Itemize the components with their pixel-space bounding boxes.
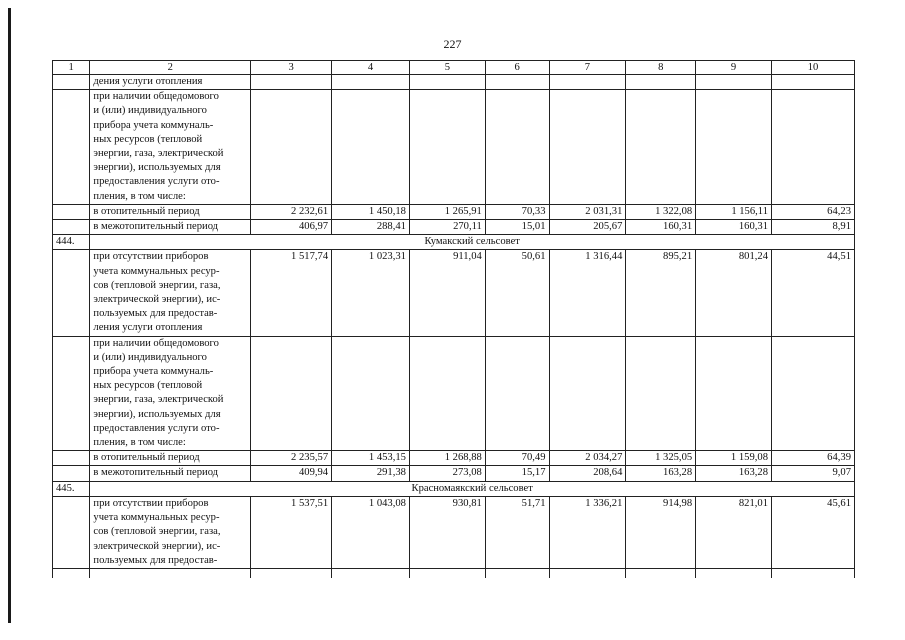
description-line: в отопительный период xyxy=(93,205,200,217)
value-cell: 15,01 xyxy=(485,220,549,235)
description-line: при наличии общедомового xyxy=(93,337,219,349)
value-cell: 409,94 xyxy=(251,466,332,481)
row-number: 445. xyxy=(53,481,90,496)
description-line: в отопительный период xyxy=(93,452,200,464)
value-cell: 15,17 xyxy=(485,466,549,481)
section-title: Кумакский сельсовет xyxy=(90,235,855,250)
description-line: при отсутствии приборов xyxy=(93,251,209,263)
table-row xyxy=(53,204,855,219)
value-cell xyxy=(772,90,855,205)
description-line: электрической энергии), ис- xyxy=(93,540,221,552)
value-cell xyxy=(251,336,332,451)
spacer-cell xyxy=(53,568,90,578)
value-cell: 51,71 xyxy=(485,496,549,568)
value-cell: 50,61 xyxy=(485,250,549,336)
value-cell xyxy=(549,90,626,205)
row-description xyxy=(90,75,251,90)
column-header: 3 xyxy=(251,61,332,75)
value-cell: 2 034,27 xyxy=(549,451,626,466)
value-cell xyxy=(696,336,772,451)
value-cell: 1 450,18 xyxy=(332,204,410,219)
row-number-cell xyxy=(53,336,90,451)
row-number-cell xyxy=(53,220,90,235)
row-number-cell xyxy=(53,90,90,205)
table-row xyxy=(53,451,855,466)
value-cell: 1 517,74 xyxy=(251,250,332,336)
spacer-cell xyxy=(251,568,332,578)
value-cell xyxy=(772,336,855,451)
value-cell xyxy=(549,336,626,451)
value-cell: 1 336,21 xyxy=(549,496,626,568)
row-description xyxy=(90,204,251,219)
column-header: 6 xyxy=(485,61,549,75)
value-cell: 930,81 xyxy=(409,496,485,568)
value-cell: 2 232,61 xyxy=(251,204,332,219)
value-cell: 205,67 xyxy=(549,220,626,235)
spacer-cell xyxy=(696,568,772,578)
value-cell xyxy=(332,336,410,451)
value-cell xyxy=(696,90,772,205)
value-cell: 821,01 xyxy=(696,496,772,568)
value-cell xyxy=(772,75,855,90)
section-title: Красномаякский сельсовет xyxy=(90,481,855,496)
table-row xyxy=(53,336,855,451)
description-line: в межотопительный период xyxy=(93,221,219,233)
page-number: 227 xyxy=(443,37,462,51)
row-number-cell xyxy=(53,204,90,219)
value-cell: 911,04 xyxy=(409,250,485,336)
description-line: прибора учета коммуналь- xyxy=(93,366,214,378)
value-cell: 801,24 xyxy=(696,250,772,336)
spacer-cell xyxy=(90,568,251,578)
spacer-cell xyxy=(332,568,410,578)
value-cell: 9,07 xyxy=(772,466,855,481)
description-line: и (или) индивидуального xyxy=(93,105,207,117)
value-cell: 1 325,05 xyxy=(626,451,696,466)
row-description xyxy=(90,496,251,568)
value-cell: 1 453,15 xyxy=(332,451,410,466)
row-number-cell xyxy=(53,496,90,568)
spacer-cell xyxy=(409,568,485,578)
value-cell: 914,98 xyxy=(626,496,696,568)
column-header: 1 xyxy=(53,61,90,75)
column-number-row xyxy=(53,61,855,75)
description-line: и (или) индивидуального xyxy=(93,351,207,363)
value-cell xyxy=(485,336,549,451)
description-line: дения услуги отопления xyxy=(93,76,203,87)
value-cell: 1 043,08 xyxy=(332,496,410,568)
value-cell: 2 235,57 xyxy=(251,451,332,466)
value-cell: 1 159,08 xyxy=(696,451,772,466)
value-cell xyxy=(409,90,485,205)
value-cell: 1 156,11 xyxy=(696,204,772,219)
value-cell: 1 265,91 xyxy=(409,204,485,219)
row-number-cell xyxy=(53,75,90,90)
description-line: ных ресурсов (тепловой xyxy=(93,133,203,145)
value-cell xyxy=(251,75,332,90)
value-cell: 208,64 xyxy=(549,466,626,481)
value-cell: 1 537,51 xyxy=(251,496,332,568)
table-body xyxy=(53,61,855,578)
value-cell: 64,23 xyxy=(772,204,855,219)
value-cell: 160,31 xyxy=(696,220,772,235)
description-line: электрической энергии), ис- xyxy=(93,294,221,306)
page-left-edge xyxy=(8,8,11,623)
value-cell: 8,91 xyxy=(772,220,855,235)
description-line: сов (тепловой энергии, газа, xyxy=(93,279,221,291)
description-line: энергии), используемых для xyxy=(93,408,221,420)
description-line: пления, в том числе: xyxy=(93,437,186,449)
section-row xyxy=(53,235,855,250)
value-cell xyxy=(409,75,485,90)
value-cell: 45,61 xyxy=(772,496,855,568)
value-cell: 160,31 xyxy=(626,220,696,235)
value-cell: 44,51 xyxy=(772,250,855,336)
table-row xyxy=(53,250,855,336)
value-cell xyxy=(332,90,410,205)
spacer-cell xyxy=(549,568,626,578)
description-line: ных ресурсов (тепловой xyxy=(93,380,203,392)
value-cell xyxy=(409,336,485,451)
column-header: 5 xyxy=(409,61,485,75)
value-cell: 163,28 xyxy=(626,466,696,481)
column-header: 10 xyxy=(772,61,855,75)
value-cell: 291,38 xyxy=(332,466,410,481)
column-header: 7 xyxy=(549,61,626,75)
value-cell: 1 023,31 xyxy=(332,250,410,336)
value-cell: 288,41 xyxy=(332,220,410,235)
value-cell: 64,39 xyxy=(772,451,855,466)
description-line: предоставления услуги ото- xyxy=(93,176,220,188)
row-number: 444. xyxy=(53,235,90,250)
description-line: энергии), используемых для xyxy=(93,162,221,174)
column-header: 2 xyxy=(90,61,251,75)
spacer-cell xyxy=(772,568,855,578)
row-number-cell xyxy=(53,466,90,481)
table-row xyxy=(53,466,855,481)
value-cell xyxy=(485,75,549,90)
value-cell: 273,08 xyxy=(409,466,485,481)
row-description xyxy=(90,90,251,205)
spacer-cell xyxy=(626,568,696,578)
row-description xyxy=(90,220,251,235)
value-cell: 270,11 xyxy=(409,220,485,235)
value-cell: 1 268,88 xyxy=(409,451,485,466)
row-number-cell xyxy=(53,250,90,336)
table-row xyxy=(53,220,855,235)
value-cell: 70,33 xyxy=(485,204,549,219)
column-header: 8 xyxy=(626,61,696,75)
table-row xyxy=(53,90,855,205)
description-line: учета коммунальных ресур- xyxy=(93,265,220,277)
spacer-cell xyxy=(485,568,549,578)
tariff-table xyxy=(52,60,855,578)
value-cell xyxy=(696,75,772,90)
table-row xyxy=(53,496,855,568)
description-line: в межотопительный период xyxy=(93,467,219,479)
value-cell xyxy=(626,90,696,205)
description-line: пользуемых для предостав- xyxy=(93,554,218,566)
description-line: учета коммунальных ресур- xyxy=(93,512,220,524)
value-cell: 70,49 xyxy=(485,451,549,466)
value-cell: 163,28 xyxy=(696,466,772,481)
section-row xyxy=(53,481,855,496)
row-description xyxy=(90,451,251,466)
value-cell xyxy=(549,75,626,90)
description-line: прибора учета коммуналь- xyxy=(93,119,214,131)
value-cell: 1 316,44 xyxy=(549,250,626,336)
table-row xyxy=(53,75,855,90)
value-cell xyxy=(626,75,696,90)
value-cell xyxy=(251,90,332,205)
description-line: сов (тепловой энергии, газа, xyxy=(93,526,221,538)
table-bottom-spacer xyxy=(53,568,855,578)
row-description xyxy=(90,466,251,481)
value-cell: 2 031,31 xyxy=(549,204,626,219)
column-header: 9 xyxy=(696,61,772,75)
column-header: 4 xyxy=(332,61,410,75)
row-description xyxy=(90,336,251,451)
row-number-cell xyxy=(53,451,90,466)
value-cell: 1 322,08 xyxy=(626,204,696,219)
value-cell xyxy=(332,75,410,90)
description-line: при отсутствии приборов xyxy=(93,497,209,509)
description-line: пользуемых для предостав- xyxy=(93,308,218,320)
description-line: энергии, газа, электрической xyxy=(93,148,224,160)
description-line: энергии, газа, электрической xyxy=(93,394,224,406)
description-line: предоставления услуги ото- xyxy=(93,422,220,434)
value-cell: 406,97 xyxy=(251,220,332,235)
value-cell: 895,21 xyxy=(626,250,696,336)
description-line: пления, в том числе: xyxy=(93,190,186,202)
description-line: при наличии общедомового xyxy=(93,91,219,103)
value-cell xyxy=(485,90,549,205)
description-line: ления услуги отопления xyxy=(93,322,203,334)
row-description xyxy=(90,250,251,336)
value-cell xyxy=(626,336,696,451)
